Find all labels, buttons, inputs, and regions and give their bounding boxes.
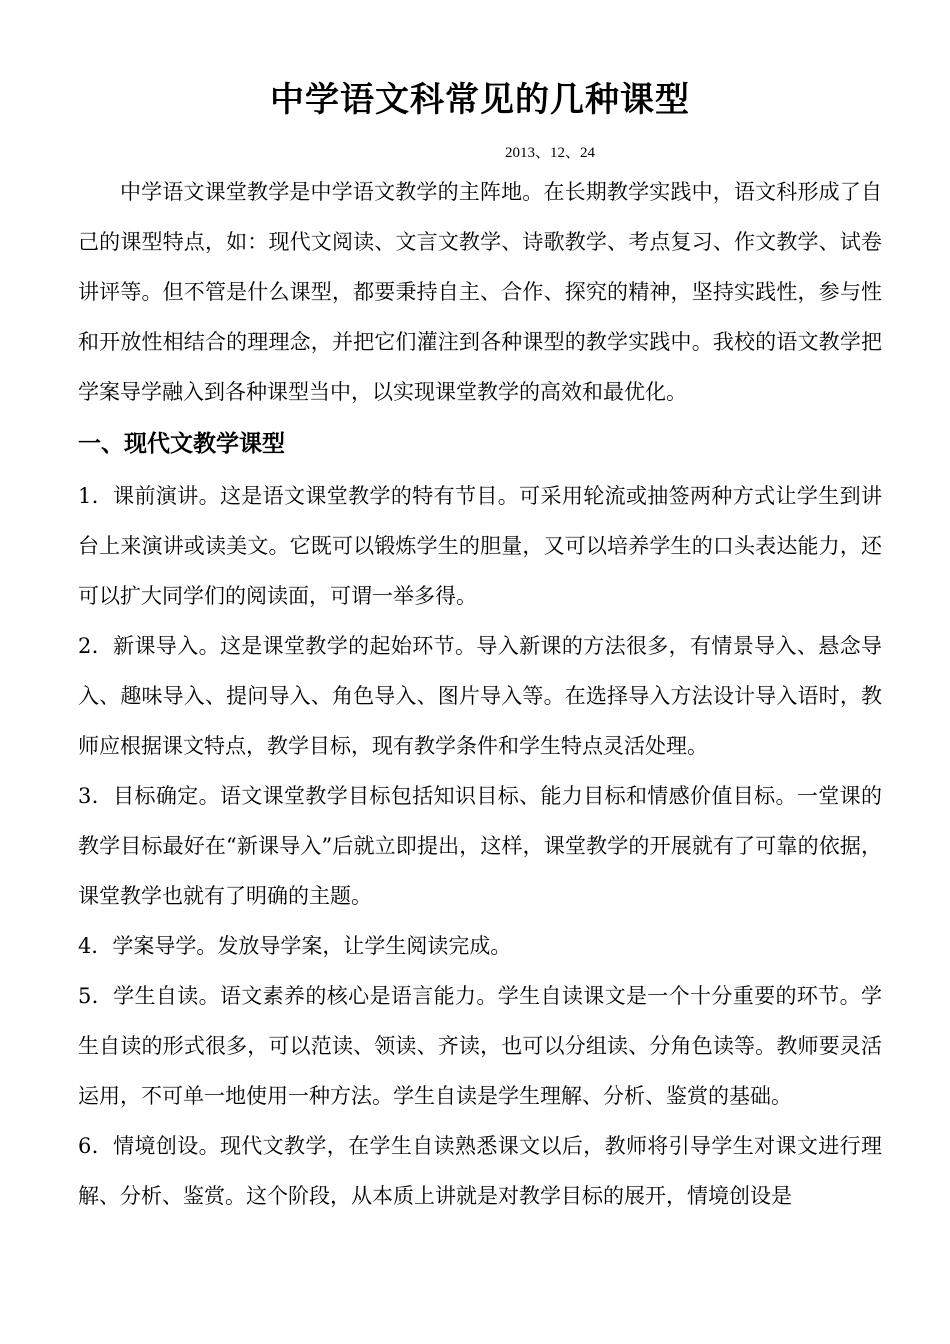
list-item: 1．课前演讲。这是语文课堂教学的特有节目。可采用轮流或抽签两种方式让学生到讲台上来演讲或读美文。它既可以锻炼学生的胆量，又可以培养学生的口头表达能力，还可以扩大同学们的阅读面，可谓一举多得。 (78, 484, 882, 608)
section-heading: 一、现代文教学课型 (78, 430, 285, 457)
intro-paragraph: 中学语文课堂教学是中学语文教学的主阵地。在长期教学实践中，语文科形成了自己的课型特点，如：现代文阅读、文言文教学、诗歌教学、考点复习、作文教学、试卷讲评等。但不管是什么课型，都要秉持自主、合作、探究的精神，坚持实践性，参与性和开放性相结合的理理念，并把它们灌注到各种课型的教学实践中。我校的语文教学把学案导学融入到各种课型当中，以实现课堂教学的高效和最优化。 (78, 180, 882, 404)
list-item: 5．学生自读。语文素养的核心是语言能力。学生自读课文是一个十分重要的环节。学生自读的形式很多，可以范读、领读、齐读，也可以分组读、分角色读等。教师要灵活运用，不可单一地使用一种方法。学生自读是学生理解、分析、鉴赏的基础。 (78, 984, 882, 1108)
document-body (78, 167, 882, 1221)
document-title: 中学语文科常见的几种课型 (270, 80, 690, 120)
list-item: 3．目标确定。语文课堂教学目标包括知识目标、能力目标和情感价值目标。一堂课的教学目标最好在“新课导入”后就立即提出，这样，课堂教学的开展就有了可靠的依据，课堂教学也就有了明确的主题。 (78, 784, 882, 908)
document-date: 2013、12、24 (505, 145, 596, 161)
list-item: 2．新课导入。这是课堂教学的起始环节。导入新课的方法很多，有情景导入、悬念导入、趣味导入、提问导入、角色导入、图片导入等。在选择导入方法设计导入语时，教师应根据课文特点，教学目标，现有教学条件和学生特点灵活处理。 (78, 634, 882, 758)
document-page (78, 0, 882, 1344)
list-item: 4．学案导学。发放导学案，让学生阅读完成。 (78, 934, 512, 958)
list-item: 6．情境创设。现代文教学，在学生自读熟悉课文以后，教师将引导学生对课文进行理解、分析、鉴赏。这个阶段，从本质上讲就是对教学目标的展开，情境创设是 (78, 1134, 882, 1208)
